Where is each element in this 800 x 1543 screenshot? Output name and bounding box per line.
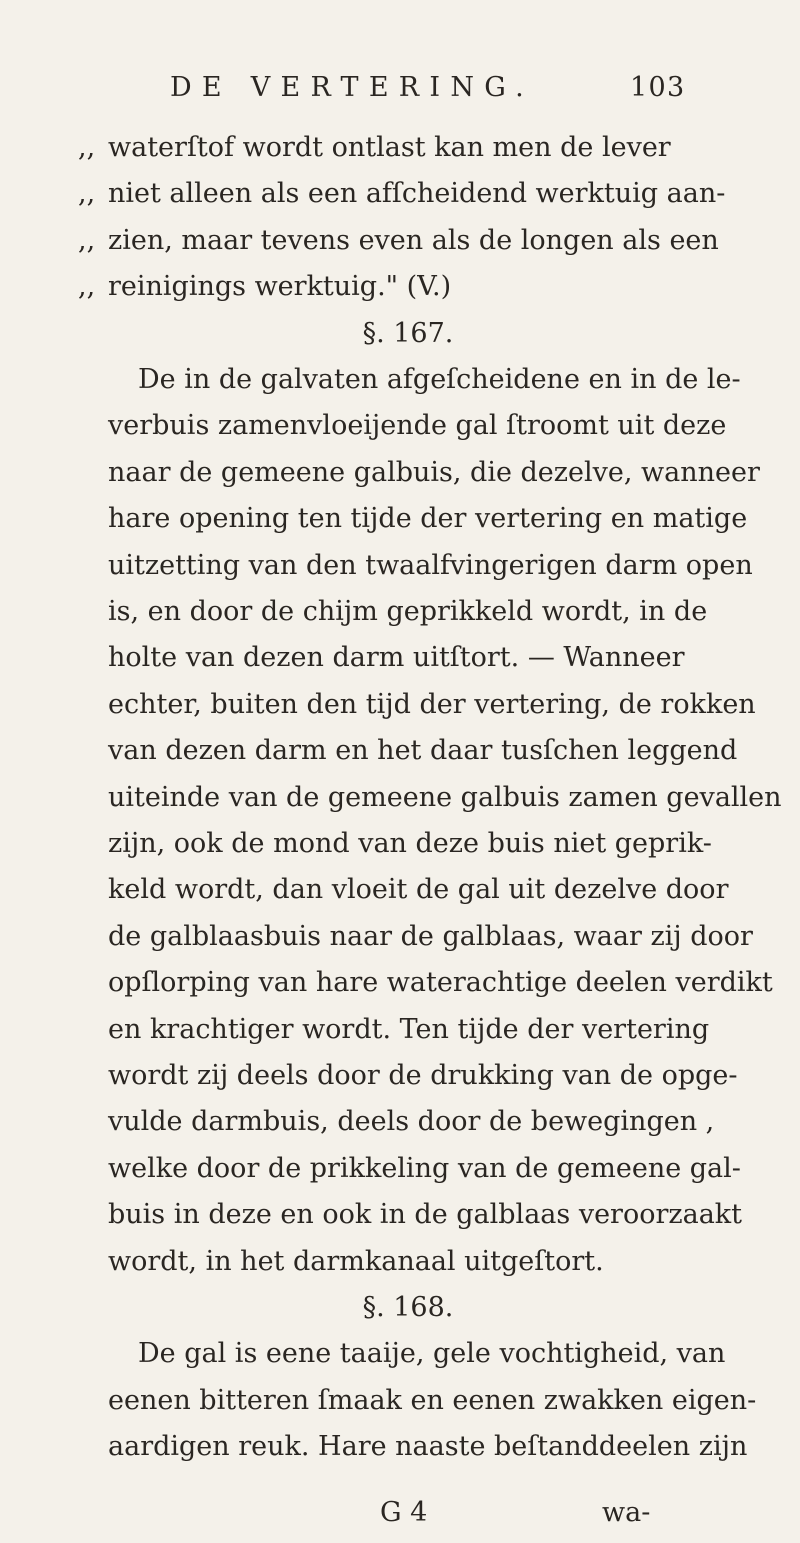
line-text: uitzetting van den twaalfvingerigen darm open [108, 549, 753, 581]
text-line [78, 1152, 741, 1184]
text-line [78, 503, 748, 535]
text-line [78, 1384, 757, 1416]
line-text: van dezen darm en het daar tusſchen leggend [108, 735, 738, 767]
line-text: waterſtof wordt ontlast kan men de lever [108, 132, 671, 163]
text-line [78, 688, 756, 720]
text-line [78, 830, 738, 857]
text-line [78, 410, 738, 442]
text-line [78, 735, 738, 767]
quote-mark: ,, [78, 178, 96, 210]
line-text: buis in deze en ook in de galblaas veroorzaakt [108, 1199, 743, 1231]
line-text: zijn, ook de mond van deze buis niet geprik- [108, 828, 712, 859]
line-text: vulde darmbuis, deels door de bewegingen , [108, 1106, 715, 1138]
page-number: 103 [630, 72, 686, 103]
quote-mark: ,, [78, 224, 96, 256]
text-line [78, 271, 738, 303]
text-line [78, 1431, 748, 1463]
line-text: hare opening ten tijde der vertering en matige [108, 503, 748, 535]
line-text: §. 167. [362, 317, 454, 349]
text-line [78, 549, 753, 581]
line-text: en krachtiger wordt. Ten tijde der vertering [108, 1013, 710, 1045]
quote-mark: ,, [78, 132, 96, 163]
line-text: holte van dezen darm uitſtort. — Wanneer [108, 642, 685, 674]
text-line [78, 874, 738, 906]
line-text: §. 168. [362, 1292, 454, 1323]
text-line [78, 920, 753, 952]
text-line [108, 1338, 768, 1370]
section-heading [78, 1294, 738, 1321]
text-line [78, 1013, 738, 1045]
text-line [78, 967, 773, 999]
section-heading [78, 317, 738, 349]
line-text: wordt zij deels door de drukking van de opge- [108, 1060, 738, 1091]
text-line [78, 1199, 743, 1231]
line-text: wordt, in het darmkanaal uitgeſtort. [108, 1245, 604, 1277]
text-line [78, 598, 738, 625]
running-title: DE VERTERING. [170, 72, 534, 103]
text-line [78, 178, 738, 210]
text-line [78, 1245, 738, 1277]
line-text: verbuis zamenvloeijende gal ſtroomt uit deze [108, 410, 727, 442]
text-line [78, 224, 738, 256]
catchword: wa- [602, 1497, 651, 1528]
line-text: niet alleen als een afſcheidend werktuig aan- [108, 178, 726, 210]
line-text: De in de galvaten afgeſcheidene en in de le- [138, 364, 741, 395]
text-line [108, 366, 768, 393]
quote-mark: ,, [78, 271, 96, 303]
line-text: reinigings werktuig." (V.) [108, 271, 452, 303]
line-text: uiteinde van de gemeene galbuis zamen gevallen [108, 781, 782, 813]
line-text: naar de gemeene galbuis, die dezelve, wanneer [108, 456, 760, 488]
line-text: opſlorping van hare waterachtige deelen verdikt [108, 967, 773, 999]
text-line [78, 642, 738, 674]
text-line [78, 781, 782, 813]
line-text: aardigen reuk. Hare naaste beſtanddeelen zijn [108, 1431, 748, 1463]
line-text: keld wordt, dan vloeit de gal uit dezelve door [108, 874, 729, 906]
line-text: echter, buiten den tijd der vertering, de rokken [108, 688, 756, 720]
line-text: is, en door de chijm geprikkeld wordt, in de [108, 596, 708, 627]
line-text: welke door de prikkeling van de gemeene gal- [108, 1152, 741, 1184]
signature-mark: G 4 [380, 1497, 428, 1528]
text-line [78, 134, 738, 161]
line-text: de galblaasbuis naar de galblaas, waar zij door [108, 920, 753, 952]
text-line [78, 1106, 738, 1138]
line-text: eenen bitteren ſmaak en eenen zwakken eigen- [108, 1384, 757, 1416]
line-text: De gal is eene taaije, gele vochtigheid, van [138, 1338, 726, 1370]
line-text: zien, maar tevens even als de longen als een [108, 224, 719, 256]
text-line [78, 1062, 738, 1089]
text-line [78, 456, 760, 488]
